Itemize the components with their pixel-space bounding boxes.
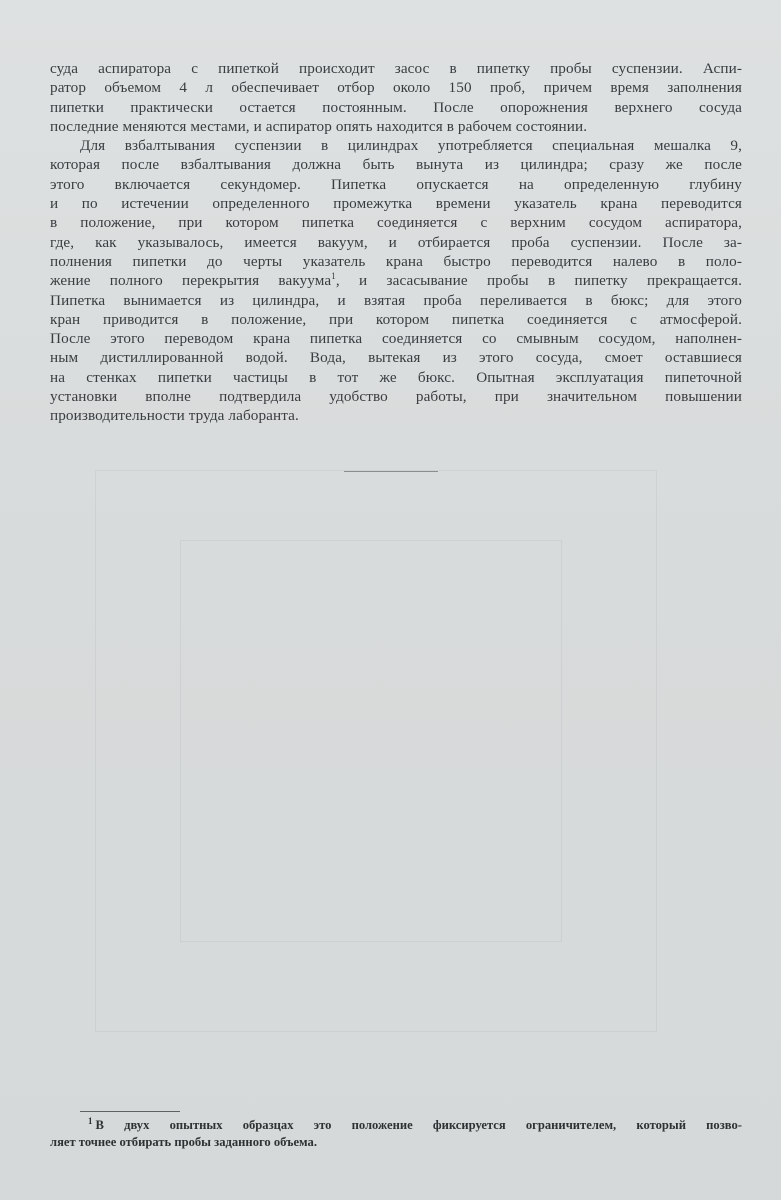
text-line: суда аспиратора с пипеткой происходит засос в пипетку пробы суспензии. Аспи- (50, 60, 742, 77)
text-line: установки вполне подтвердила удобство работы, при значительном повышении (50, 388, 742, 406)
text-line: пипетки практически остается постоянным. После опорожнения верхнего сосуда (50, 98, 742, 116)
text-segment: жение полного перекрытия вакуума (50, 272, 332, 290)
section-divider (344, 471, 438, 472)
text-line: кран приводится в положение, при котором пипетка соединяется с атмосферой. (50, 310, 742, 328)
paragraph-1 (50, 59, 742, 136)
text-line-first (50, 136, 742, 155)
text-line: этого включается секундомер. Пипетка опускается на определенную глубину (50, 175, 742, 193)
paragraph-2 (50, 136, 742, 425)
text-line-content: Для взбалтывания суспензии в цилиндрах употребляется специальная мешалка 9, (80, 137, 742, 155)
text-segment: , и засасывание пробы в пипетку прекращается. (335, 272, 742, 290)
footnote-text: В двух опытных образцах это положение фиксируется ограничителем, который позво- (95, 1118, 742, 1132)
text-line: После этого переводом крана пипетка соединяется со смывным сосудом, наполнен- (50, 330, 742, 348)
text-line: на стенках пипетки частицы в тот же бюкс. Опытная эксплуатация пипеточной (50, 368, 742, 386)
text-line: ратор объемом 4 л обеспечивает отбор около 150 проб, причем время заполнения (50, 79, 742, 97)
footnote-line: ляет точнее отбирать пробы заданного объема. (50, 1135, 317, 1149)
text-line: Пипетка вынимается из цилиндра, и взятая проба переливается в бюкс; для этого (50, 291, 742, 309)
text-line: в положение, при котором пипетка соединяется с верхним сосудом аспиратора, (50, 214, 742, 232)
text-line: где, как указывалось, имеется вакуум, и отбирается проба суспензии. После за- (50, 233, 742, 251)
show-through-figure-inner (180, 540, 562, 942)
text-line: производительности труда лаборанта. (50, 407, 299, 425)
show-through-figure (95, 470, 657, 1032)
text-line: полнения пипетки до черты указатель крана быстро переводится налево в поло- (50, 252, 742, 270)
text-line: последние меняются местами, и аспиратор опять находится в рабочем состоянии. (50, 117, 588, 135)
text-line-with-footnote (50, 271, 742, 290)
text-line: ным дистиллированной водой. Вода, вытекая из этого сосуда, смоет оставшиеся (50, 349, 742, 367)
body-text (50, 59, 742, 426)
footnote (50, 1117, 742, 1151)
text-line: и по истечении определенного промежутка времени указатель крана переводится (50, 195, 742, 213)
footnote-line (50, 1117, 742, 1134)
footnote-divider (80, 1111, 180, 1112)
text-line: которая после взбалтывания должна быть вынута из цилиндра; сразу же после (50, 156, 742, 174)
footnote-reference: 1 (331, 271, 336, 282)
footnote-mark: 1 (88, 1115, 93, 1126)
